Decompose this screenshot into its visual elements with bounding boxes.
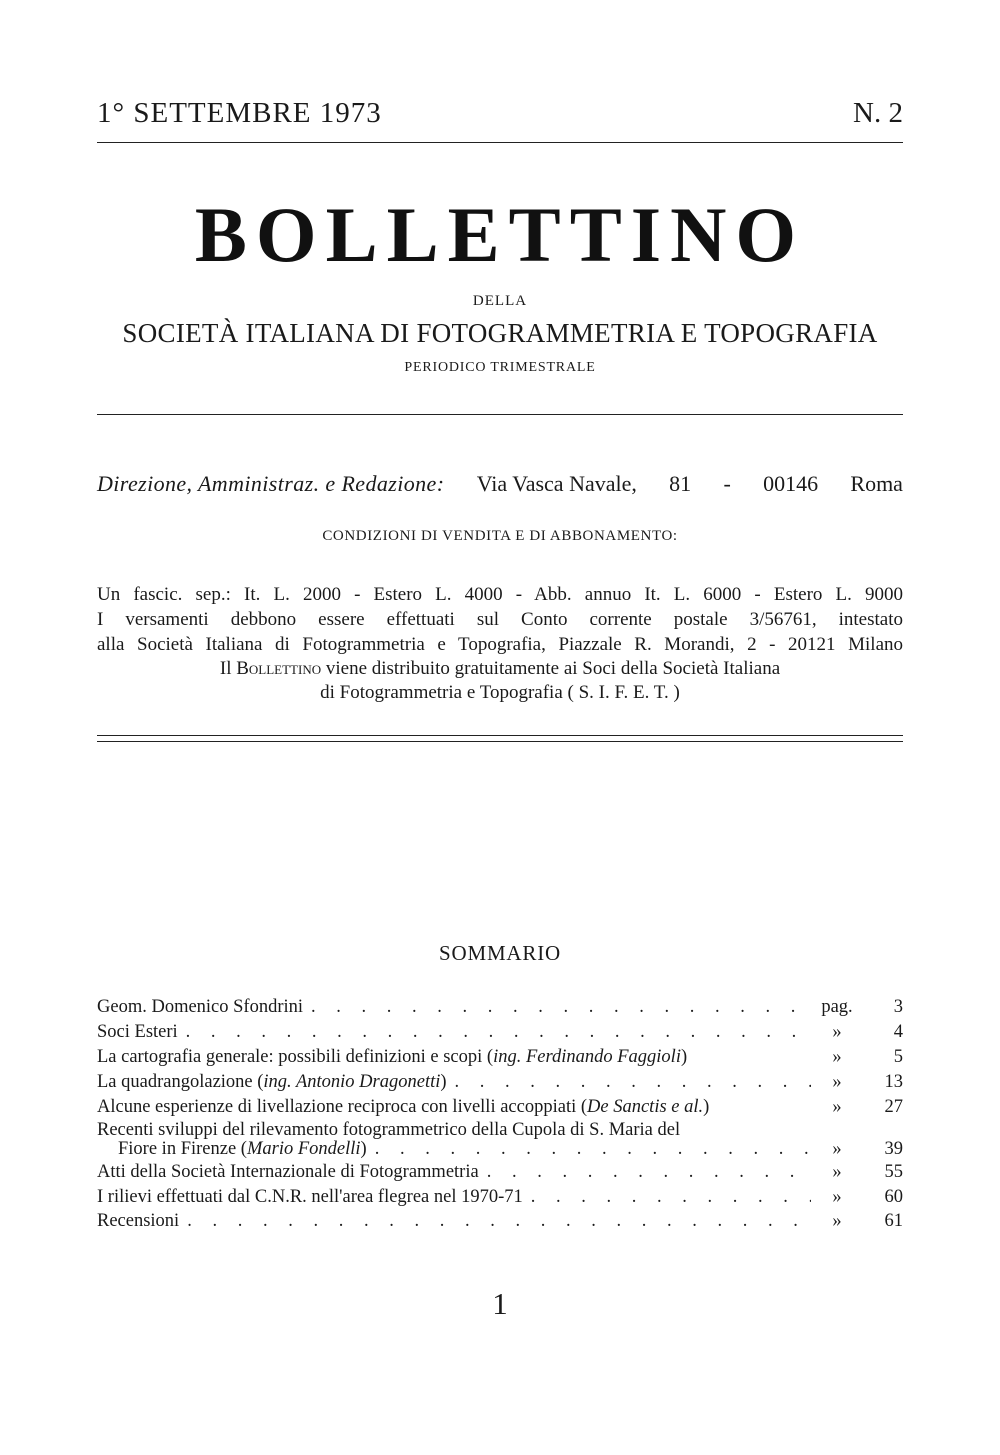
periodicity-label: PERIODICO TRIMESTRALE — [404, 360, 596, 375]
address-separator: - — [723, 471, 731, 496]
address-street: Via Vasca Navale, — [476, 471, 637, 496]
distribution-pre: Il — [219, 658, 232, 679]
toc-ditto-mark: » — [832, 1022, 842, 1042]
toc-author: Mario Fondelli — [246, 1139, 361, 1159]
toc-leader — [367, 1138, 811, 1160]
issue-date: 1° SETTEMBRE 1973 — [97, 97, 382, 129]
toc-title: Geom. Domenico Sfondrini — [97, 997, 304, 1017]
toc-leader — [178, 1021, 811, 1043]
toc-title: Soci Esteri — [97, 1022, 178, 1042]
toc-ditto-mark: » — [832, 1187, 842, 1207]
toc-page-number: 60 — [884, 1187, 903, 1207]
toc-page-number: 3 — [893, 997, 903, 1017]
toc-ditto-mark: » — [832, 1162, 842, 1182]
journal-title: BOLLETTINO — [194, 191, 806, 278]
toc-page-number: 61 — [884, 1211, 903, 1231]
society-line: di Fotogrammetria e Topografia ( S. I. F. E. T. ) — [320, 682, 680, 703]
toc-title: Fiore in Firenze (Mario Fondelli) — [118, 1139, 367, 1159]
toc-leader — [447, 1071, 811, 1093]
toc-entry — [97, 1161, 903, 1183]
issue-number: N. 2 — [853, 97, 903, 129]
toc-entry — [97, 1021, 903, 1043]
toc-ditto-mark: » — [832, 1211, 842, 1231]
toc-ditto-mark: » — [832, 1139, 842, 1159]
masthead-rule — [97, 414, 903, 415]
toc-title: Atti della Società Internazionale di Fotogrammetria — [97, 1162, 479, 1182]
toc-author: ing. Ferdinando Faggioli — [493, 1047, 681, 1067]
payment-line: I versamenti debbono essere effettuati sul Conto corrente postale 3/56761, intestato — [97, 609, 903, 630]
header-rule — [97, 142, 903, 143]
toc-title: La cartografia generale: possibili definizioni e scopi (ing. Ferdinando Faggioli) — [97, 1047, 688, 1067]
conditions-heading: CONDIZIONI DI VENDITA E DI ABBONAMENTO: — [322, 528, 678, 544]
toc-ditto-mark: » — [832, 1072, 842, 1092]
toc-page-number: 27 — [884, 1097, 903, 1117]
toc-title: Alcune esperienze di livellazione reciproca con livelli accoppiati (De Sanctis e al.) — [97, 1097, 710, 1117]
toc-leader — [479, 1161, 811, 1183]
toc-title: I rilievi effettuati dal C.N.R. nell'area flegrea nel 1970-71 — [97, 1187, 523, 1207]
address-postcode: 00146 — [763, 471, 819, 496]
toc-author: De Sanctis e al. — [587, 1097, 704, 1117]
address-label: Direzione, Amministraz. e Redazione: — [97, 471, 445, 496]
toc-page-number: 13 — [884, 1072, 903, 1092]
toc-entry — [97, 1210, 903, 1232]
toc-ditto-mark: » — [832, 1047, 842, 1067]
toc-entry — [97, 1186, 903, 1208]
society-name: SOCIETÀ ITALIANA DI FOTOGRAMMETRIA E TOPOGRAFIA — [122, 318, 878, 348]
toc-entry — [97, 1071, 903, 1093]
toc-page-number: 5 — [893, 1047, 903, 1067]
toc-entry — [97, 1046, 903, 1068]
address-city: Roma — [850, 471, 903, 496]
toc-title: Recensioni — [97, 1211, 180, 1231]
editorial-address — [97, 471, 903, 497]
toc-entry — [97, 1096, 903, 1118]
toc-author: ing. Antonio Dragonetti — [263, 1072, 441, 1092]
sommario-heading: SOMMARIO — [439, 941, 561, 965]
toc-page-number: 55 — [884, 1162, 903, 1182]
distribution-bollettino: Bollettino — [236, 658, 322, 679]
toc-title: Recenti sviluppi del rilevamento fotogrammetrico della Cupola di S. Maria del — [97, 1120, 681, 1140]
toc-leader — [523, 1186, 811, 1208]
toc-title: La quadrangolazione (ing. Antonio Dragonetti) — [97, 1072, 447, 1092]
toc-leader — [179, 1210, 811, 1232]
address-number: 81 — [669, 471, 692, 496]
toc-entry — [97, 996, 903, 1018]
toc-page-number: 39 — [884, 1139, 903, 1159]
toc-page-label: pag. — [821, 997, 853, 1017]
price-line: Un fascic. sep.: It. L. 2000 - Estero L. 4000 - Abb. annuo It. L. 6000 - Estero L. 9000 — [97, 584, 903, 605]
distribution-post: viene distribuito gratuitamente ai Soci della Società Italiana — [325, 658, 781, 679]
toc-page-number: 4 — [893, 1022, 903, 1042]
distribution-line — [97, 657, 903, 681]
toc-leader — [303, 996, 811, 1018]
page-number: 1 — [492, 1286, 508, 1321]
toc-ditto-mark: » — [832, 1097, 842, 1117]
della-label: DELLA — [472, 293, 528, 309]
toc-entry-continuation — [118, 1138, 903, 1160]
double-rule — [97, 735, 903, 742]
payee-line: alla Società Italiana di Fotogrammetria e Topografia, Piazzale R. Morandi, 2 - 20121 Milano — [97, 634, 903, 655]
